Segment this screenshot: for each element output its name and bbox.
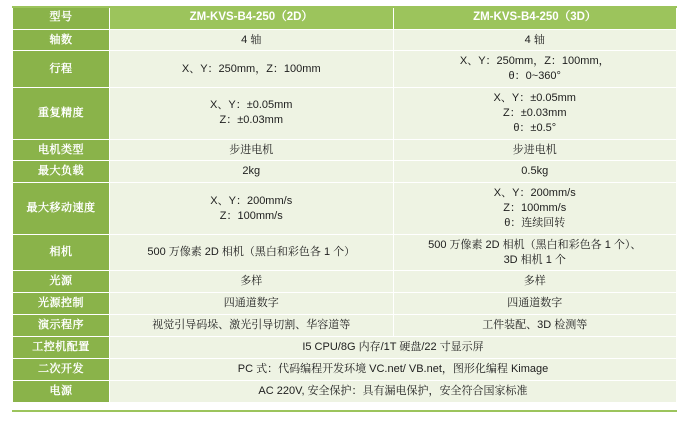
row-label: 二次开发 [13,358,110,380]
row-value-3d: 多样 [393,271,677,293]
table-row [13,293,677,315]
table-row [13,315,677,337]
row-value-3d: X、Y：250mm，Z：100mm， θ：0~360° [393,51,677,88]
row-value-3d: 步进电机 [393,139,677,161]
row-label: 光源 [13,271,110,293]
row-value-merged: PC 式：代码编程开发环境 VC.net/ VB.net，图形化编程 Kimage [110,358,677,380]
table-row [13,234,677,271]
row-label: 轴数 [13,29,110,51]
row-label: 最大移动速度 [13,183,110,235]
row-value-2d: X、Y：200mm/s Z：100mm/s [110,183,394,235]
table-row [13,161,677,183]
spec-sheet [0,6,689,423]
bottom-rule [12,410,677,412]
row-value-3d: 500 万像素 2D 相机（黑白和彩色各 1 个）、 3D 相机 1 个 [393,234,677,271]
row-label: 工控机配置 [13,337,110,359]
row-value-2d: X、Y：250mm，Z：100mm [110,51,394,88]
header-col-2d: ZM-KVS-B4-250（2D） [110,7,394,30]
table-row-merged [13,358,677,380]
table-row [13,88,677,140]
row-label: 最大负载 [13,161,110,183]
row-value-3d: 四通道数字 [393,293,677,315]
row-value-merged: I5 CPU/8G 内存/1T 硬盘/22 寸显示屏 [110,337,677,359]
row-value-3d: 4 轴 [393,29,677,51]
row-value-2d: 四通道数字 [110,293,394,315]
row-value-2d: 视觉引导码垛、激光引导切割、华容道等 [110,315,394,337]
row-value-3d: 工件装配、3D 检测等 [393,315,677,337]
row-label: 演示程序 [13,315,110,337]
table-row [13,29,677,51]
table-row [13,271,677,293]
table-header-row [13,7,677,30]
specification-table [12,6,677,403]
row-value-2d: X、Y：±0.05mm Z：±0.03mm [110,88,394,140]
table-row-merged [13,380,677,402]
table-row [13,183,677,235]
row-label: 相机 [13,234,110,271]
row-value-3d: X、Y：200mm/s Z：100mm/s θ：连续回转 [393,183,677,235]
row-value-2d: 2kg [110,161,394,183]
header-col-3d: ZM-KVS-B4-250（3D） [393,7,677,30]
table-row [13,51,677,88]
row-label: 重复精度 [13,88,110,140]
top-rule [12,6,677,8]
row-value-2d: 多样 [110,271,394,293]
row-value-merged: AC 220V, 安全保护：具有漏电保护，安全符合国家标准 [110,380,677,402]
table-row [13,139,677,161]
table-row-merged [13,337,677,359]
row-label: 电源 [13,380,110,402]
row-value-2d: 4 轴 [110,29,394,51]
row-value-3d: X、Y：±0.05mm Z：±0.03mm θ：±0.5° [393,88,677,140]
row-label: 电机类型 [13,139,110,161]
row-label: 光源控制 [13,293,110,315]
row-value-2d: 步进电机 [110,139,394,161]
row-value-2d: 500 万像素 2D 相机（黑白和彩色各 1 个） [110,234,394,271]
row-value-3d: 0.5kg [393,161,677,183]
header-label-cell: 型号 [13,7,110,30]
row-label: 行程 [13,51,110,88]
